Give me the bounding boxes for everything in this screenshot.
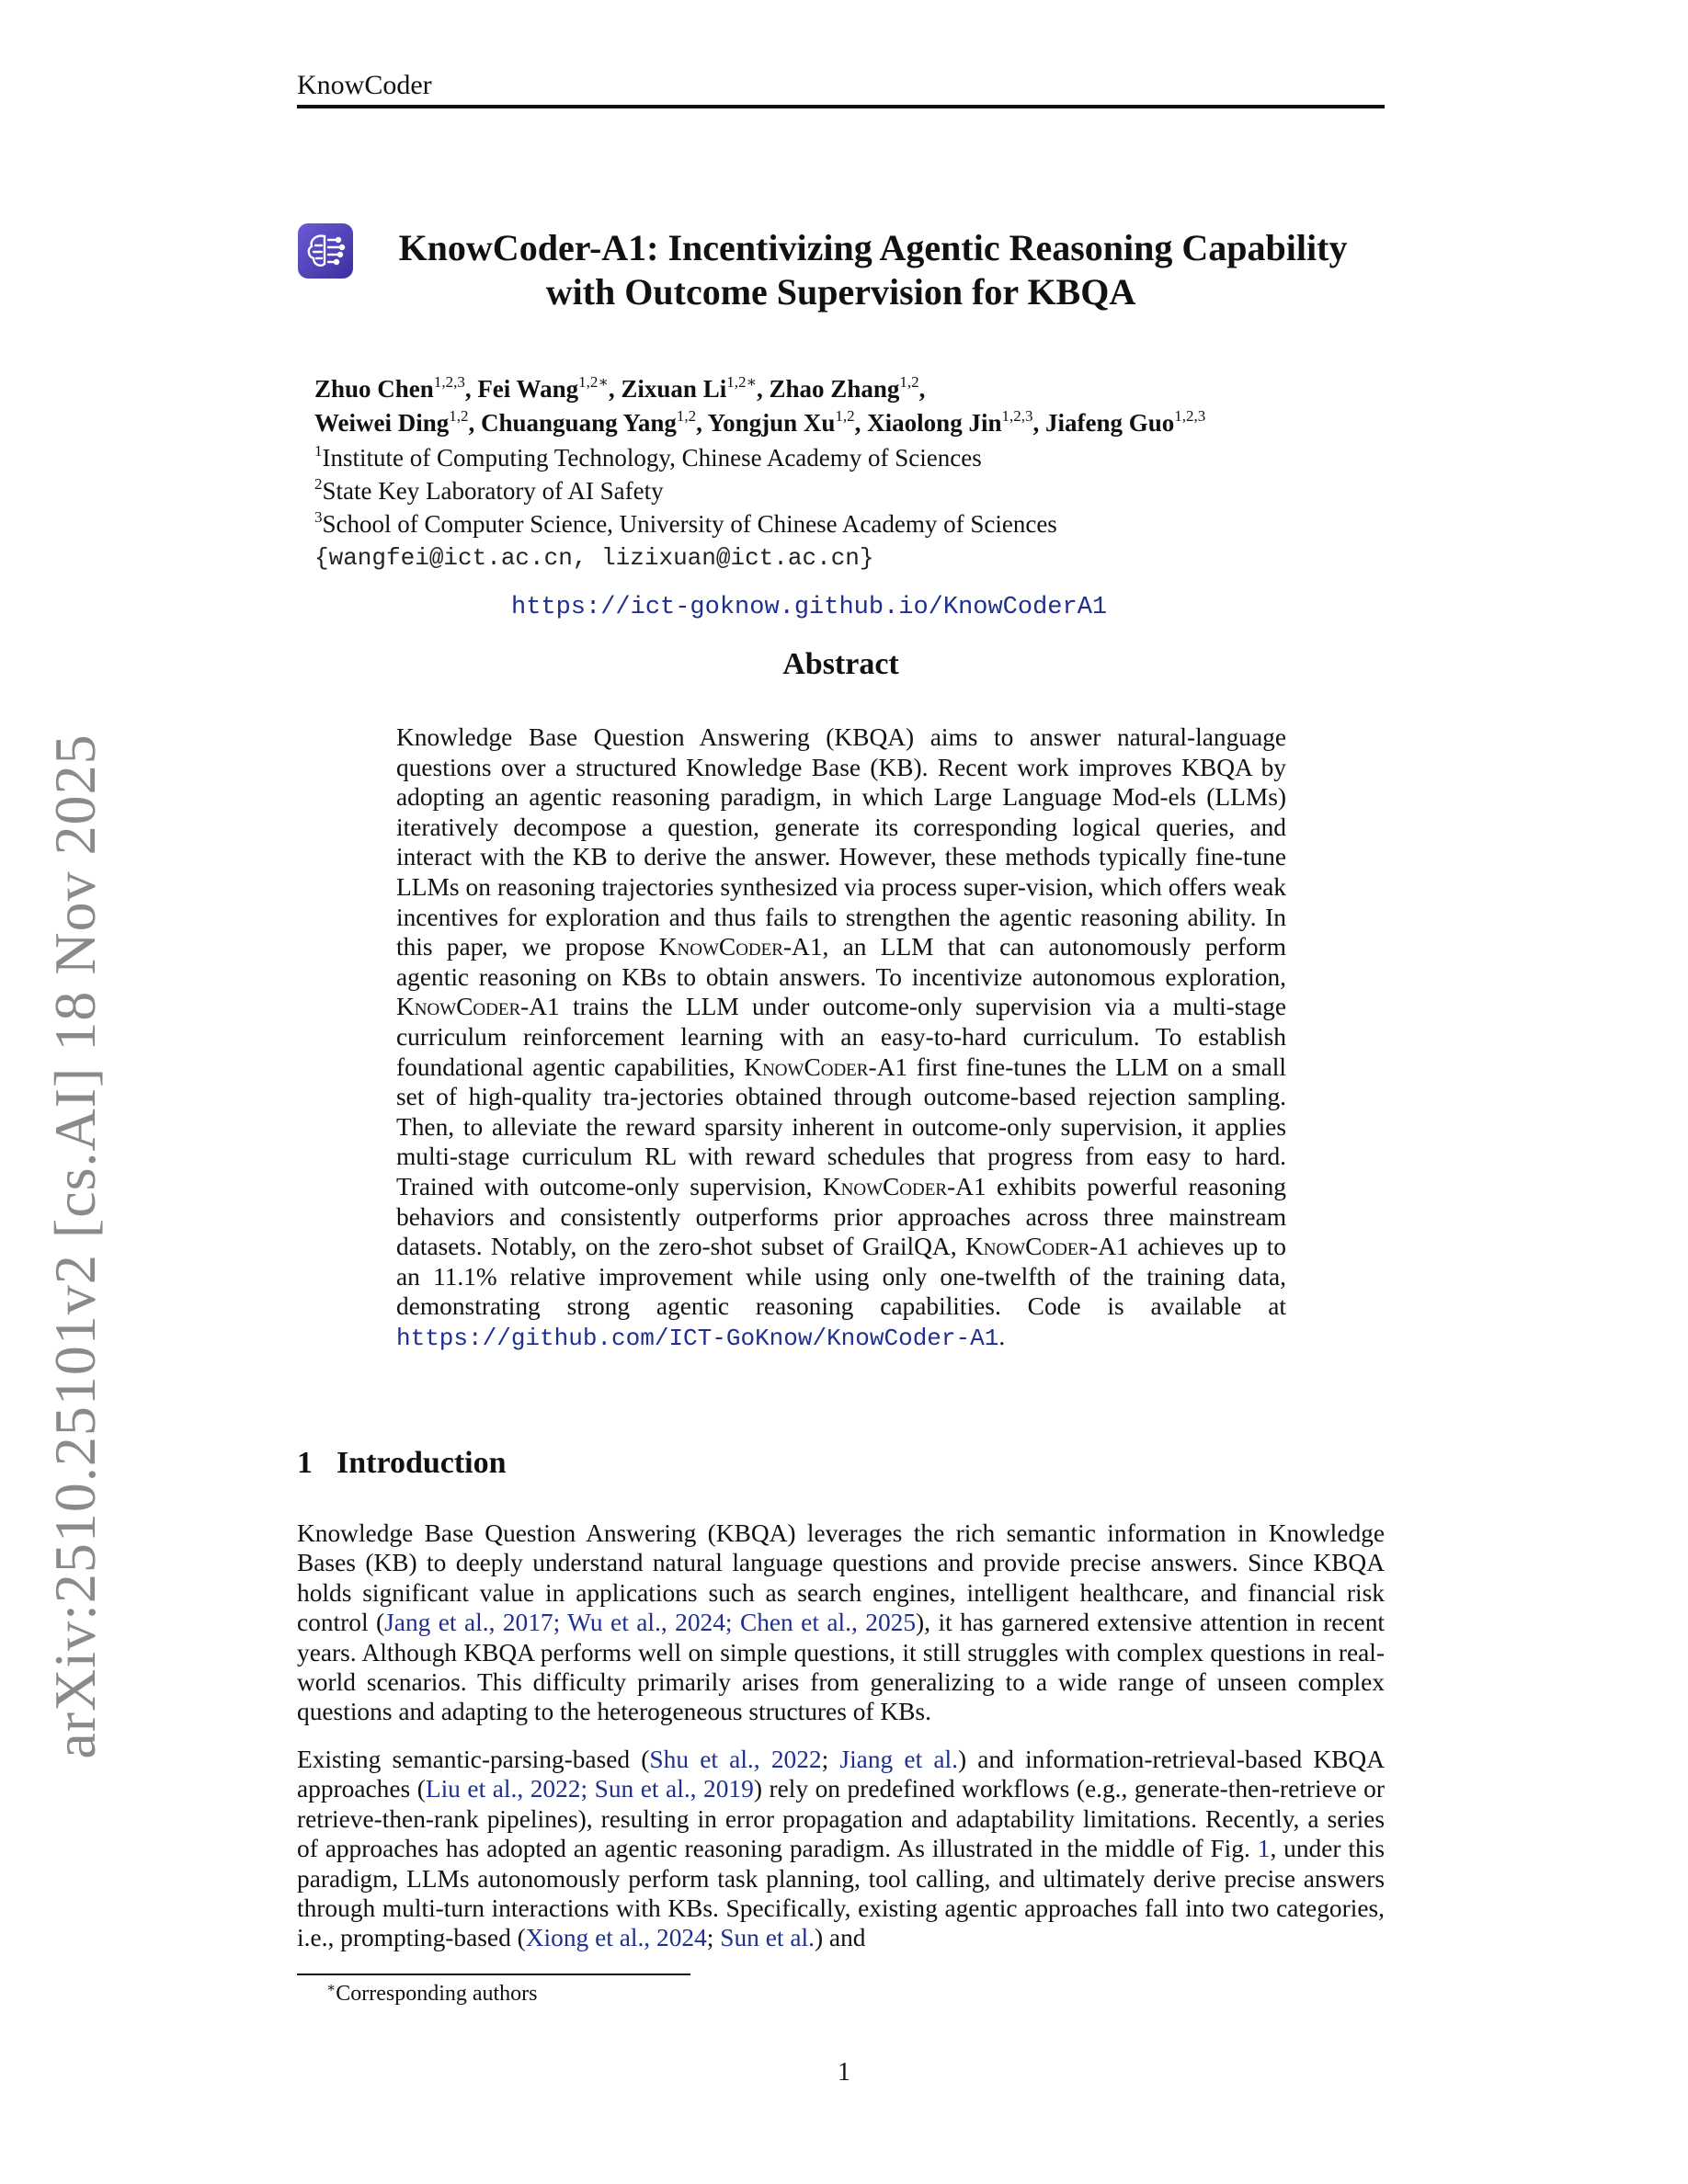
author-name: Yongjun Xu bbox=[707, 409, 836, 437]
author-affil-sup: 1,2∗ bbox=[726, 373, 758, 391]
title-line-1: KnowCoder-A1: Incentivizing Agentic Reasoning Capability bbox=[398, 227, 1348, 268]
contact-emails: {wangfei@ict.ac.cn, lizixuan@ict.ac.cn} bbox=[314, 544, 874, 572]
model-name: KnowCoder-A1 bbox=[396, 993, 560, 1021]
author-name: Zixuan Li bbox=[621, 375, 727, 403]
author-affil-sup: 1,2 bbox=[676, 407, 697, 425]
author-name: Chuanguang Yang bbox=[481, 409, 677, 437]
abstract-heading: Abstract bbox=[782, 647, 899, 681]
author-name: Xiaolong Jin bbox=[867, 409, 1002, 437]
footnote-mark: ∗ bbox=[326, 1981, 336, 1996]
author-line-1: Zhuo Chen$^{1,2,3}$, Fei Wang$^{1,2∗}$, Zixuan $Li^{1,2∗}$, Zhao Zhang$^{1,2}$, bbox=[314, 373, 926, 403]
citation-link[interactable]: Jiang et al. bbox=[839, 1746, 958, 1773]
author-name: Zhuo Chen bbox=[314, 375, 434, 403]
intro-paragraph-2: Existing semantic-parsing-based (Shu et al., 2022; Jiang et al.) and information-retrieval-based KBQA approaches (Liu et al., 2022; Sun et al., 2019) rely on predefined workflows (e.g., generate-then-retrieve or retrieve-then-rank pipelines), resulting in error propagation and adaptability limitations. Recently, a series of approaches has adopted an agentic reasoning paradigm. As illustrated in the middle of Fig. 1, under this paradigm, LLMs autonomously perform task planning, tool calling, and ultimately derive precise answers through multi-turn interactions with KBs. Specifically, existing agentic approaches fall into two categories, i.e., prompting-based (Xiong et al., 2024; Sun et al.) and bbox=[297, 1746, 1385, 1952]
section-number: 1 bbox=[297, 1446, 313, 1480]
citation-link[interactable]: Xiong et al., 2024 bbox=[525, 1924, 707, 1952]
model-name: KnowCoder-A1 bbox=[964, 1233, 1129, 1261]
affiliation: $^3$School of Computer Science, University of Chinese Academy of Sciences bbox=[314, 508, 1057, 538]
citation-link[interactable]: Sun et al. bbox=[720, 1924, 815, 1952]
author-affil-sup: 1,2,3 bbox=[1174, 407, 1206, 425]
header-rule bbox=[297, 105, 1385, 108]
footnote: ∗Corresponding authors bbox=[326, 1981, 538, 2006]
author-affil-sup: 1,2∗ bbox=[578, 373, 609, 391]
figure-ref-link[interactable]: 1 bbox=[1257, 1835, 1271, 1863]
running-head: KnowCoder bbox=[297, 70, 432, 100]
author-list bbox=[314, 372, 1205, 440]
author-affil-sup: 1,2,3 bbox=[433, 373, 465, 391]
model-name: KnowCoder-A1 bbox=[744, 1052, 908, 1081]
affiliation: $^2$State Key Laboratory of AI Safety bbox=[314, 475, 664, 505]
intro-paragraph-1: Knowledge Base Question Answering (KBQA) leverages the rich semantic information in Knowledge Bases (KB) to deeply understand natural language questions and provide precise answers. Since KBQA holds significant value in applications such as search engines, intelligent healthcare, and financial risk control (Jang et al., 2017; Wu et al., 2024; Chen et al., 2025), it has garnered extensive attention in recent years. Although KBQA performs well on simple questions, it still struggles with complex questions in real-world scenarios. This difficulty primarily arises from generalizing to a wide range of unseen complex questions and adapting to the heterogeneous structures of KBs. bbox=[297, 1519, 1385, 1726]
author-name: Fei Wang bbox=[477, 375, 579, 403]
arxiv-identifier: arXiv:2510.25101v2 [cs.AI] 18 Nov 2025 bbox=[42, 734, 108, 1759]
affiliation: $^1$Institute of Computing Technology, Chinese Academy of Sciences bbox=[314, 442, 982, 472]
section-heading bbox=[297, 1446, 507, 1481]
citation-link[interactable]: Liu et al., 2022; Sun et al., 2019 bbox=[425, 1775, 754, 1803]
section-title: Introduction bbox=[336, 1446, 507, 1480]
abstract-body: Knowledge Base Question Answering (KBQA) aims to answer natural-language questions over a structured Knowledge Base (KB). Recent work improves KBQA by adopting an agentic reasoning paradigm, in which Large Language Mod-els (LLMs) iteratively decompose a question, generate its corresponding logical queries, and interact with the KB to derive the answer. However, these methods typically fine-tune LLMs on reasoning trajectories synthesized via process super-vision, which offers weak incentives for exploration and thus fails to strengthen the agentic reasoning ability. In this paper, we propose KnowCoder-A1, an LLM that can autonomously perform agentic reasoning on KBs to obtain answers. To incentivize autonomous exploration, KnowCoder-A1 trains the LLM under outcome-only supervision via a multi-stage curriculum reinforcement learning with an easy-to-hard curriculum. To establish foundational agentic capabilities, KnowCoder-A1 first fine-tunes the LLM on a small set of high-quality tra-jectories obtained through outcome-based rejection sampling. Then, to alleviate the reward sparsity inherent in outcome-only supervision, it applies multi-stage curriculum RL with reward schedules that progress from easy to hard. Trained with outcome-only supervision, KnowCoder-A1 exhibits powerful reasoning behaviors and consistently outperforms prior approaches across three mainstream datasets. Notably, on the zero-shot subset of GrailQA, KnowCoder-A1 achieves up to an 11.1% relative improvement while using only one-twelfth of the training data, demonstrating strong agentic reasoning capabilities. Code is available at https://github.com/ICT-GoKnow/KnowCoder-A1. bbox=[396, 723, 1286, 1352]
author-affil-sup: 1,2 bbox=[449, 407, 469, 425]
author-affil-sup: 1,2 bbox=[899, 373, 919, 391]
citation-link[interactable]: Shu et al., 2022 bbox=[649, 1746, 822, 1773]
page-number: 1 bbox=[838, 2058, 850, 2087]
model-name: KnowCoder-A1 bbox=[822, 1172, 987, 1200]
code-url-link[interactable]: https://github.com/ICT-GoKnow/KnowCoder-A1 bbox=[396, 1324, 999, 1352]
citation-link[interactable]: Jang et al., 2017; Wu et al., 2024; Chen et al., 2025 bbox=[384, 1609, 917, 1637]
project-url-link[interactable]: https://ict-goknow.github.io/KnowCoderA1 bbox=[511, 594, 1108, 621]
author-line-2: Weiwei Ding$^{1,2}$, Chuanguang Yang$^{1,2}$, Yongjun Xu$^{1,2}$, Xiaolong Jin$^{1,2,3}$, Jiafeng Guo$^{1,2,3}$ bbox=[314, 407, 1206, 437]
author-name: Zhao Zhang bbox=[769, 375, 900, 403]
footnote-rule bbox=[297, 1974, 690, 1975]
affiliation-list bbox=[314, 441, 1057, 540]
author-name: Jiafeng Guo bbox=[1044, 409, 1175, 437]
author-affil-sup: 1,2,3 bbox=[1001, 407, 1033, 425]
title-line-2: with Outcome Supervision for KBQA bbox=[545, 271, 1136, 313]
paper-title bbox=[297, 226, 1385, 314]
model-name: KnowCoder-A1 bbox=[658, 933, 823, 961]
author-name: Weiwei Ding bbox=[314, 409, 450, 437]
author-affil-sup: 1,2 bbox=[835, 407, 855, 425]
